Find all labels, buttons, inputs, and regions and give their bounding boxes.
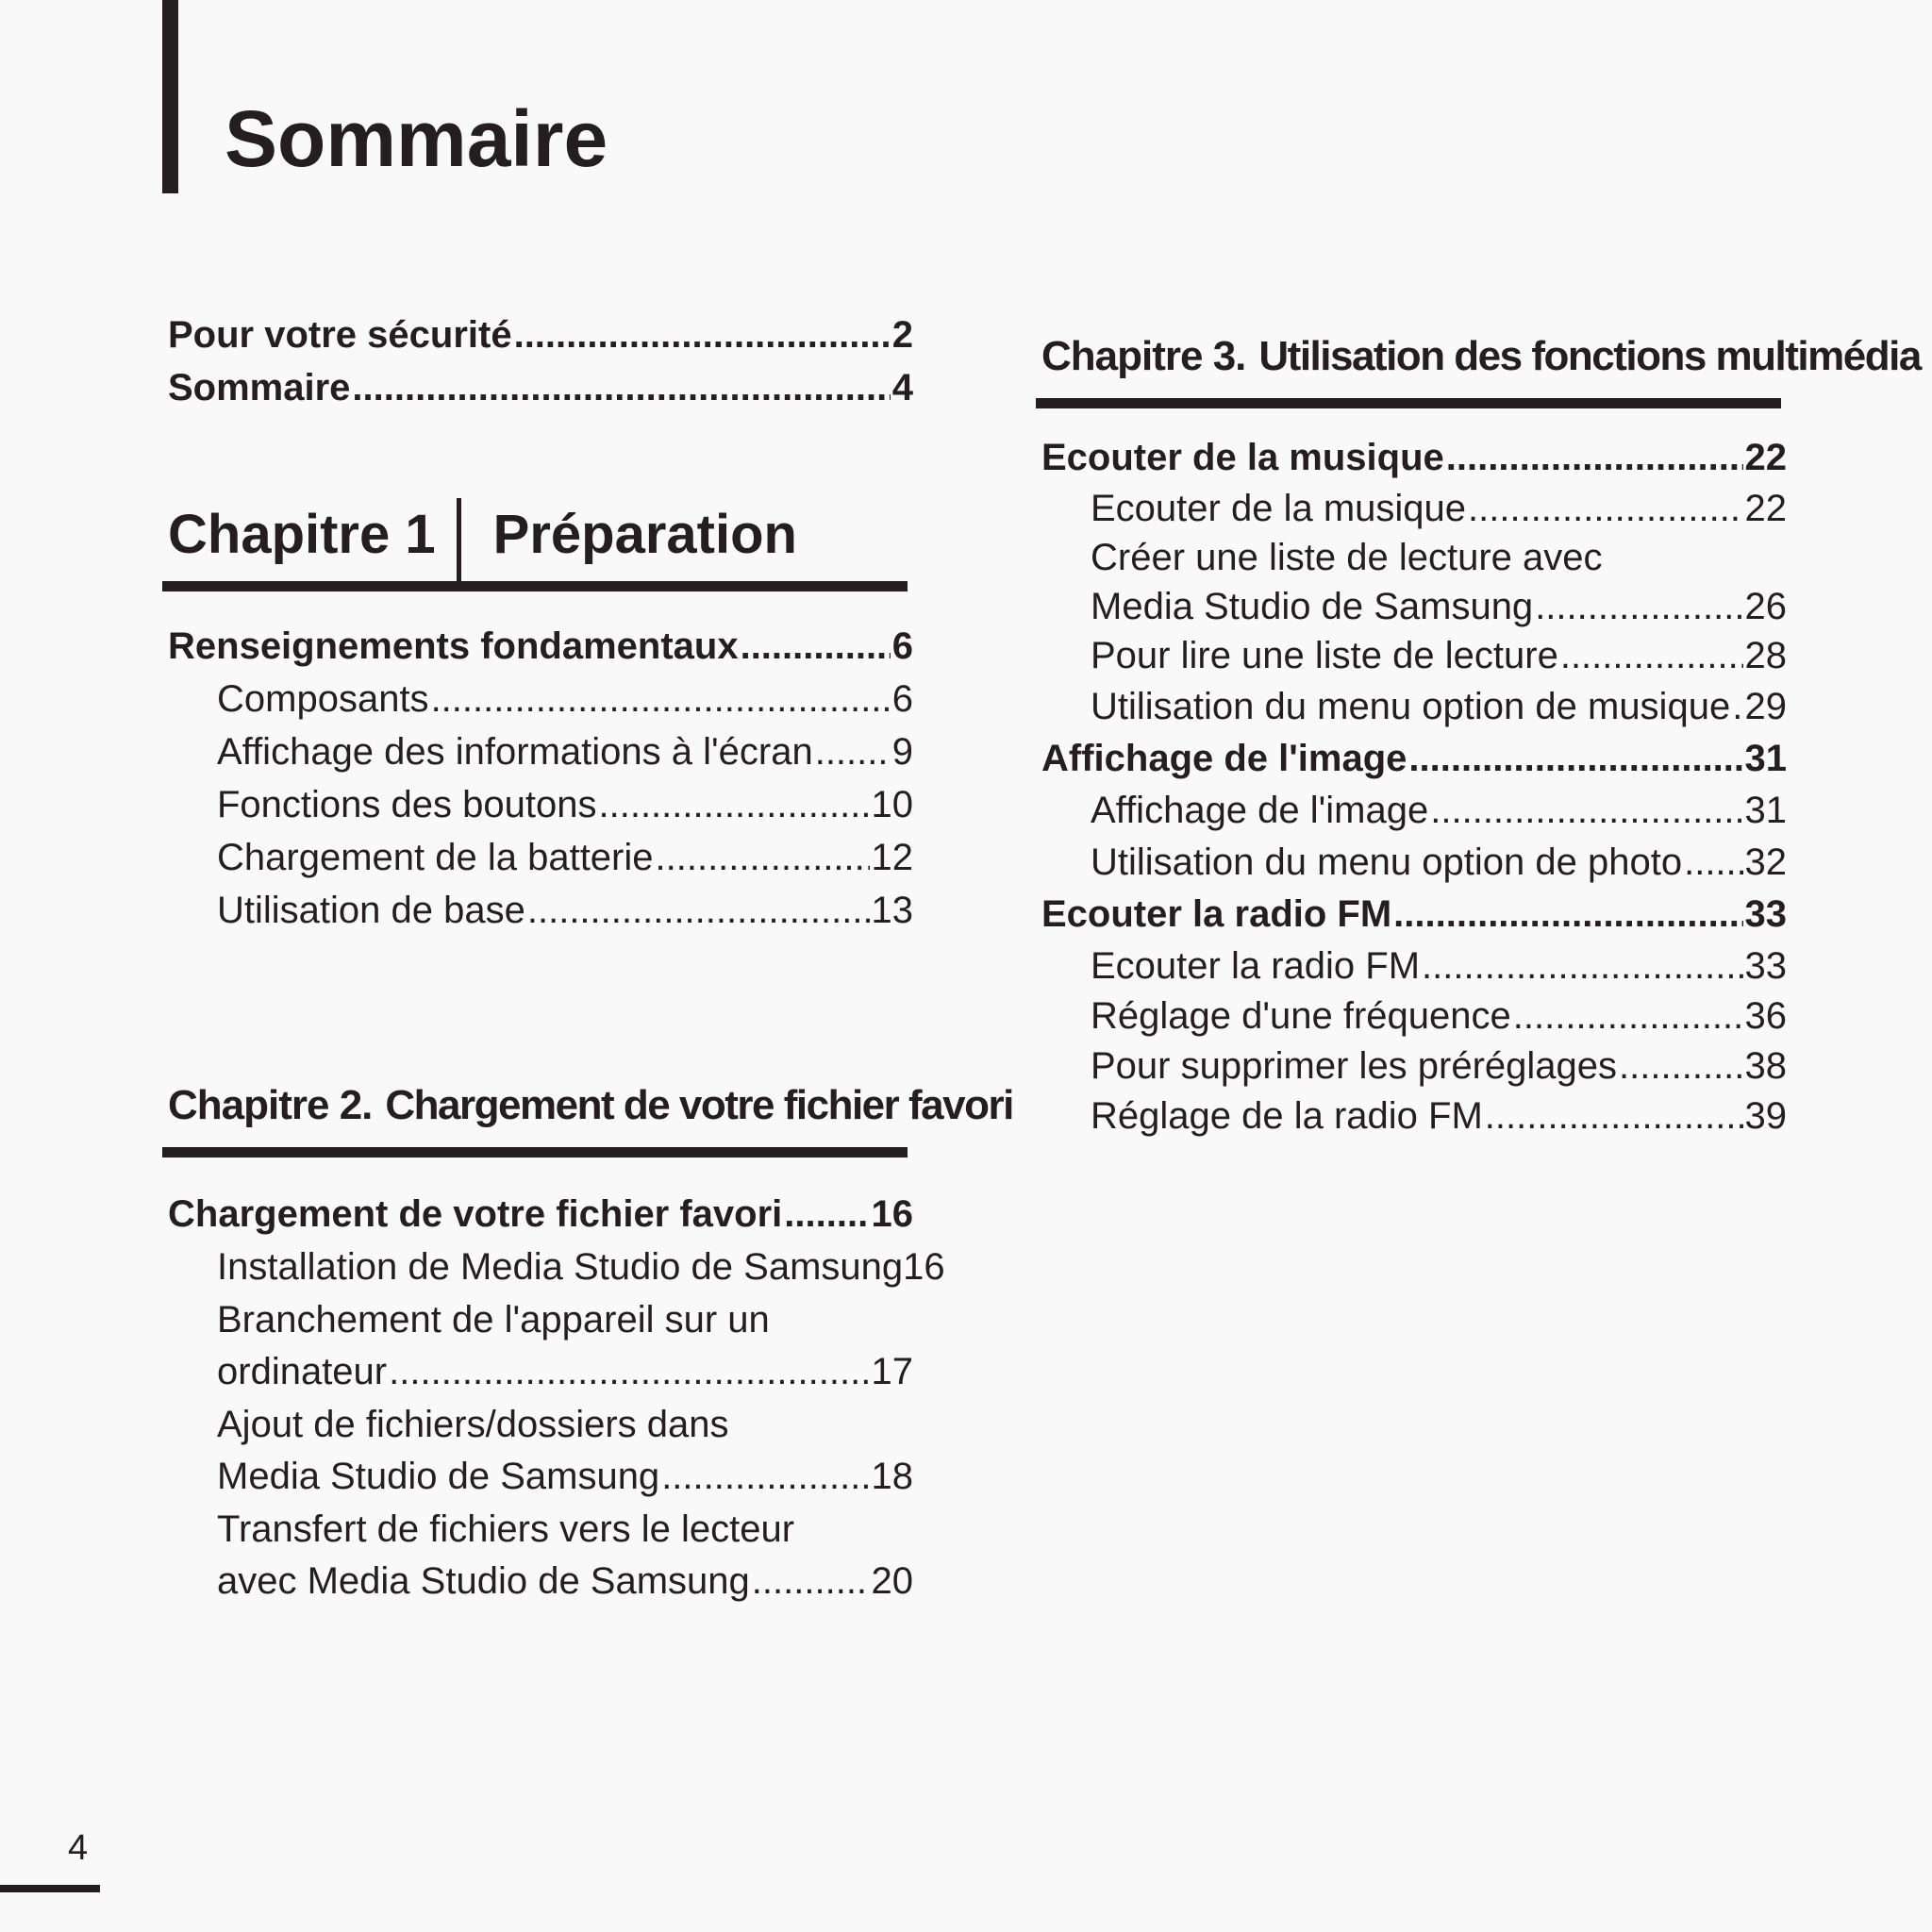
toc-entry[interactable] [168,1193,913,1246]
toc-entry[interactable] [1041,738,1787,790]
toc-entry-page: 36 [1744,995,1787,1037]
toc-entry-page: 6 [891,625,913,667]
toc-entry[interactable] [1041,841,1787,893]
toc-entry-page: 17 [871,1351,913,1392]
toc-entry[interactable] [168,890,913,942]
toc-entry[interactable] [1041,437,1787,488]
toc-entry-line: Ajout de fichiers/dossiers dans [217,1404,729,1445]
toc-entry[interactable] [168,731,913,784]
toc-entry-page: 9 [891,731,913,773]
chapter3-toc [1041,437,1787,1145]
toc-entry-page: 13 [871,890,913,931]
chapter3-number: Chapitre 3. [1041,333,1246,379]
toc-entry-title: Installation de Media Studio de Samsung [217,1246,904,1288]
toc-entry-page: 20 [871,1560,913,1602]
chapter2-toc [168,1193,945,1613]
toc-entry[interactable] [168,314,913,367]
chapter3-heading [1036,313,1921,408]
toc-entry[interactable] [1041,945,1787,995]
toc-entry[interactable] [168,678,913,731]
toc-entry-title: Media Studio de Samsung [217,1456,660,1497]
toc-entry-line: Transfert de fichiers vers le lecteur [217,1508,795,1550]
toc-entry-page: 38 [1744,1045,1787,1087]
toc-entry[interactable] [168,625,913,678]
chapter2-name: Chargement de votre fichier favori [385,1082,1013,1128]
toc-entry-title: Pour lire une liste de lecture [1091,635,1558,676]
toc-entry-title: Sommaire [168,367,351,408]
chapter1-toc [168,625,913,942]
toc-entry[interactable] [168,1351,913,1404]
chapter1-heading [162,498,908,591]
toc-entry-page: 32 [1744,841,1787,883]
chapter-rule [162,581,908,591]
toc-entry[interactable] [168,837,913,890]
toc-entry[interactable] [168,1456,913,1508]
toc-entry-title: Ecouter la radio FM [1041,893,1392,935]
toc-entry[interactable] [1041,893,1787,945]
chapter1-number: Chapitre 1 [168,504,436,565]
toc-entry-page: 16 [903,1246,945,1288]
toc-entry-title: Affichage des informations à l'écran [217,731,813,773]
toc-entry-title: Ecouter la radio FM [1091,945,1421,987]
toc-entry-page: 31 [1744,790,1787,831]
chapter2-number: Chapitre 2. [168,1082,373,1128]
toc-entry[interactable] [1041,635,1787,686]
toc-entry[interactable] [168,1246,945,1299]
toc-entry-page: 39 [1744,1095,1787,1137]
chapter-rule [1036,398,1781,408]
toc-entry[interactable] [1041,686,1787,738]
toc-entry-title: Pour supprimer les préréglages [1091,1045,1618,1087]
toc-entry[interactable] [1041,586,1787,635]
toc-entry-title: Renseignements fondamentaux [168,625,739,667]
toc-entry-title: Media Studio de Samsung [1091,586,1534,627]
toc-entry[interactable] [1041,1045,1787,1095]
toc-entry-title: Affichage de l'image [1091,790,1429,831]
toc-entry-page: 18 [871,1456,913,1497]
toc-entry-title: Réglage de la radio FM [1091,1095,1483,1137]
toc-entry-title: Ecouter de la musique [1041,437,1444,478]
page-number-bar [0,1885,100,1892]
toc-entry[interactable] [1041,790,1787,841]
page-number: 4 [68,1828,89,1868]
toc-entry-title: avec Media Studio de Samsung [217,1560,750,1602]
toc-entry-page: 26 [1744,586,1787,627]
toc-entry-page: 31 [1744,738,1787,779]
toc-entry-title: Utilisation de base [217,890,525,931]
toc-entry[interactable] [168,1560,913,1613]
toc-entry-title: Fonctions des boutons [217,784,597,825]
title-accent-bar [162,0,178,193]
toc-entry-page: 22 [1744,437,1787,478]
chapter2-heading [162,1062,1013,1158]
chapter3-name: Utilisation des fonctions multimédia [1258,333,1921,379]
toc-entry-page: 2 [891,314,913,356]
toc-entry-page: 33 [1744,945,1787,987]
toc-entry[interactable] [1041,1095,1787,1145]
toc-entry-page: 33 [1744,893,1787,935]
toc-entry[interactable] [168,367,913,420]
toc-entry-title: Affichage de l'image [1041,738,1407,779]
toc-entry-page: 22 [1744,488,1787,529]
toc-entry-page: 16 [871,1193,913,1235]
toc-entry-title: Chargement de votre fichier favori [168,1193,783,1235]
toc-entry-title: Utilisation du menu option de musique [1091,686,1731,727]
chapter1-name: Préparation [492,504,797,565]
toc-entry-line: Créer une liste de lecture avec [1091,537,1603,578]
toc-entry[interactable] [1041,488,1787,537]
toc-entry-page: 29 [1744,686,1787,727]
toc-entry-title: Utilisation du menu option de photo [1091,841,1683,883]
toc-entry-title: Pour votre sécurité [168,314,512,356]
toc-entry-page: 10 [871,784,913,825]
toc-entry-title: Chargement de la batterie [217,837,654,878]
toc-entry-page: 12 [871,837,913,878]
toc-entry[interactable] [1041,995,1787,1045]
toc-entry-title: ordinateur [217,1351,388,1392]
toc-entry-title: Réglage d'une fréquence [1091,995,1511,1037]
toc-entry-title: Ecouter de la musique [1091,488,1467,529]
toc-entry-page: 6 [891,678,913,720]
toc-entry-title: Composants [217,678,429,720]
intro-toc [168,314,913,420]
toc-entry-page: 28 [1744,635,1787,676]
page-title: Sommaire [225,94,608,183]
chapter-rule [162,1147,908,1158]
toc-entry-page: 4 [891,367,913,408]
toc-entry-line: Branchement de l'appareil sur un [217,1299,770,1341]
toc-entry[interactable] [168,784,913,837]
